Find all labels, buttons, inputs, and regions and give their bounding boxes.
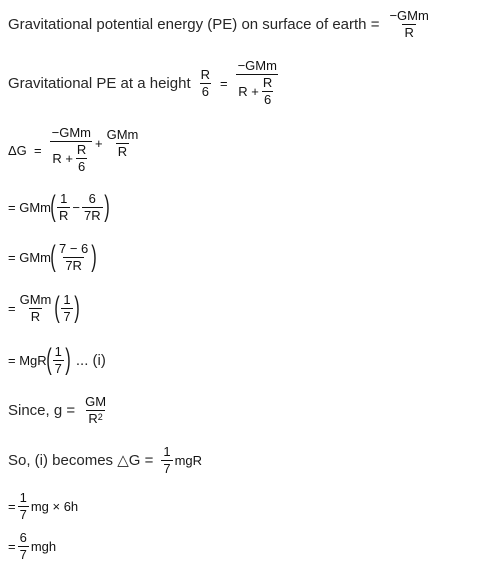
height-pe-equals: = [220, 75, 228, 91]
step5-num: 7 − 6 [58, 240, 89, 256]
height-pe-fraction [236, 59, 279, 107]
step10-suffix: mg × 6h [30, 498, 79, 514]
step4-fraction-2 [82, 192, 103, 223]
delta-g-den-fraction [75, 143, 88, 174]
height-numerator: R [200, 66, 210, 82]
height-pe-den-num: R [262, 75, 273, 90]
right-paren: ) [103, 190, 110, 223]
step-mgr-eq-i [8, 338, 106, 382]
delta-g-denominator-2: R [117, 143, 128, 159]
delta-g-fraction-2 [105, 128, 141, 159]
step6-fraction-2 [61, 293, 72, 324]
step9-den: 7 [163, 460, 171, 476]
step10-fraction [18, 491, 29, 522]
step4-f1-num: 1 [60, 190, 68, 206]
step-gmm-combined [8, 236, 96, 278]
surface-pe-line [8, 2, 433, 46]
delta-g-denominator-1 [50, 141, 92, 174]
step5-den: 7R [65, 257, 82, 273]
delta-g-fraction-1 [50, 126, 93, 174]
equation-label-i: ... (i) [75, 351, 106, 369]
height-pe-numerator: −GMm [237, 58, 277, 73]
final-fraction [18, 531, 29, 562]
step-gmm-over-r [8, 286, 79, 330]
step6-f1-num: GMm [19, 291, 52, 307]
final-num: 6 [19, 529, 27, 545]
step10-num: 1 [19, 489, 27, 505]
right-paren: ) [73, 291, 80, 324]
final-suffix: mgh [30, 538, 57, 554]
step7-den: 7 [54, 360, 62, 376]
right-paren: ) [65, 343, 71, 376]
since-g-prefix: Since, g = [8, 401, 76, 419]
delta-g-numerator-1: −GMm [51, 125, 91, 140]
surface-pe-numerator: −GMm [389, 7, 429, 23]
step5-prefix: = GMm [8, 249, 51, 265]
step4-minus: − [72, 199, 80, 215]
left-paren: ( [45, 343, 52, 376]
step7-prefix: = MgR [8, 352, 47, 368]
step-gmm-difference [8, 186, 109, 228]
height-pe-den-den: 6 [263, 92, 272, 107]
final-den: 7 [19, 546, 27, 562]
height-pe-den-fraction [261, 76, 274, 107]
step6-f2-num: 1 [63, 291, 71, 307]
delta-g-line [8, 120, 142, 180]
right-paren: ) [91, 240, 98, 273]
step10-prefix: = [8, 498, 16, 514]
height-pe-denominator [236, 74, 278, 107]
step-mg-6h [8, 486, 78, 526]
final-answer-line [8, 526, 56, 566]
step6-f1-den: R [30, 308, 41, 324]
height-fraction [199, 68, 212, 99]
height-pe-den-left: R + [238, 83, 259, 99]
so-becomes-line [8, 438, 202, 482]
surface-pe-label: Gravitational potential energy (PE) on surface of earth = [8, 15, 380, 33]
step4-f1-den: R [58, 207, 69, 223]
step10-den: 7 [19, 506, 27, 522]
left-paren: ( [54, 291, 61, 324]
g-fraction [83, 395, 108, 426]
step9-suffix: mgR [174, 452, 203, 468]
step4-prefix: = GMm [8, 199, 51, 215]
height-pe-label: Gravitational PE at a height [8, 74, 191, 92]
delta-g-plus: + [95, 135, 103, 151]
step7-num: 1 [54, 343, 62, 359]
step4-f2-num: 6 [88, 190, 96, 206]
step4-f2-den: 7R [83, 207, 101, 223]
delta-g-numerator-2: GMm [106, 126, 139, 142]
step6-prefix: = [8, 300, 16, 316]
surface-pe-denominator: R [404, 24, 414, 40]
left-paren: ( [50, 190, 56, 223]
height-pe-line [8, 52, 281, 114]
g-den-base: R [88, 410, 98, 426]
step9-num: 1 [163, 443, 171, 459]
surface-pe-fraction [387, 9, 430, 40]
step11-prefix: = [8, 538, 16, 554]
step4-fraction-1 [57, 192, 70, 223]
step5-fraction [57, 242, 90, 273]
g-den-exponent: 2 [97, 411, 103, 422]
step7-fraction [53, 345, 64, 376]
g-numerator: GM [85, 393, 107, 409]
g-denominator [86, 410, 104, 426]
so-becomes-prefix: So, (i) becomes △G = [8, 452, 154, 469]
delta-g-den-left: R + [52, 150, 73, 166]
left-paren: ( [50, 240, 56, 273]
delta-g-lhs: ΔG = [8, 142, 42, 158]
delta-g-den-num: R [76, 142, 87, 157]
height-denominator: 6 [201, 83, 209, 99]
since-g-line [8, 388, 110, 432]
step9-fraction [161, 445, 172, 476]
delta-g-den-den: 6 [77, 159, 86, 174]
step6-f2-den: 7 [63, 308, 71, 324]
step6-fraction-1 [18, 293, 54, 324]
